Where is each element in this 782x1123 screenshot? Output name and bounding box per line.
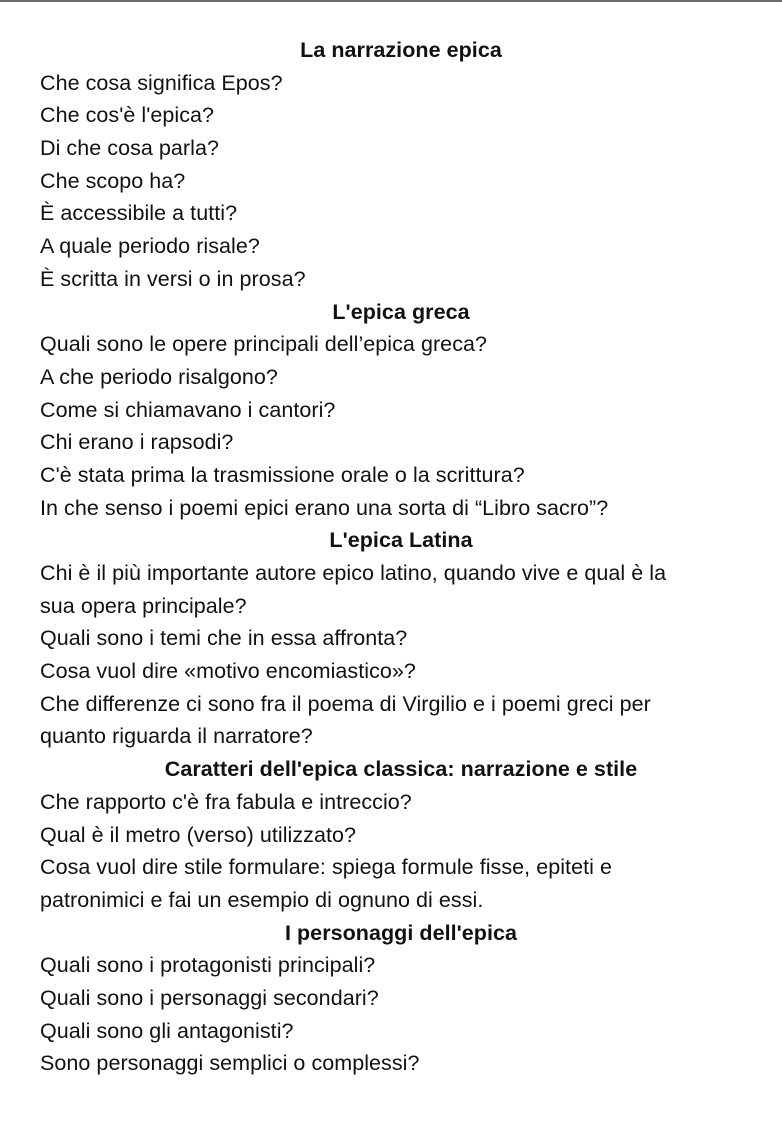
section-epica-greca bbox=[40, 296, 770, 525]
section-heading: I personaggi dell'epica bbox=[284, 920, 518, 945]
question-line: Che differenze ci sono fra il poema di Virgilio e i poemi greci per bbox=[40, 691, 651, 716]
section-epica-latina bbox=[40, 524, 770, 753]
question-line: C'è stata prima la trasmissione orale o la scrittura? bbox=[40, 462, 525, 487]
question-line: Qual è il metro (verso) utilizzato? bbox=[40, 822, 356, 847]
question-line: Cosa vuol dire stile formulare: spiega formule fisse, epiteti e bbox=[40, 855, 612, 880]
document-page bbox=[40, 34, 770, 1080]
question-line: È scritta in versi o in prosa? bbox=[40, 266, 306, 291]
question-line: Che cos'è l'epica? bbox=[40, 103, 215, 128]
question-line: Che scopo ha? bbox=[40, 168, 186, 193]
question-line: quanto riguarda il narratore? bbox=[40, 724, 313, 749]
question-line: Che rapporto c'è fra fabula e intreccio? bbox=[40, 789, 412, 814]
question-line: A quale periodo risale? bbox=[40, 234, 260, 259]
question-line: Quali sono i personaggi secondari? bbox=[40, 985, 379, 1010]
section-heading: L'epica Latina bbox=[329, 528, 473, 553]
section-heading: L'epica greca bbox=[332, 299, 470, 324]
section-caratteri-epica bbox=[40, 753, 770, 916]
page-title: La narrazione epica bbox=[300, 38, 502, 62]
question-line: Chi erano i rapsodi? bbox=[40, 430, 234, 455]
question-line: È accessibile a tutti? bbox=[40, 201, 238, 226]
question-line: sua opera principale? bbox=[40, 593, 247, 618]
section-introduction bbox=[40, 67, 770, 296]
question-line: Quali sono i protagonisti principali? bbox=[40, 953, 376, 978]
question-line: In che senso i poemi epici erano una sorta di “Libro sacro”? bbox=[40, 495, 609, 520]
section-personaggi bbox=[40, 917, 770, 1080]
question-line: patronimici e fai un esempio di ognuno di essi. bbox=[40, 887, 484, 912]
question-line: Quali sono le opere principali dell’epica greca? bbox=[40, 332, 488, 357]
question-line: Quali sono gli antagonisti? bbox=[40, 1018, 294, 1043]
question-line: Quali sono i temi che in essa affronta? bbox=[40, 626, 408, 651]
top-border-line bbox=[0, 0, 782, 2]
section-heading: Caratteri dell'epica classica: narrazione e stile bbox=[164, 757, 638, 782]
question-line: Che cosa significa Epos? bbox=[40, 70, 283, 95]
question-line: A che periodo risalgono? bbox=[40, 364, 278, 389]
question-line: Di che cosa parla? bbox=[40, 136, 219, 161]
question-line: Come si chiamavano i cantori? bbox=[40, 397, 336, 422]
question-line: Cosa vuol dire «motivo encomiastico»? bbox=[40, 659, 416, 684]
question-line: Sono personaggi semplici o complessi? bbox=[40, 1051, 420, 1076]
question-line: Chi è il più importante autore epico latino, quando vive e qual è la bbox=[40, 561, 667, 585]
